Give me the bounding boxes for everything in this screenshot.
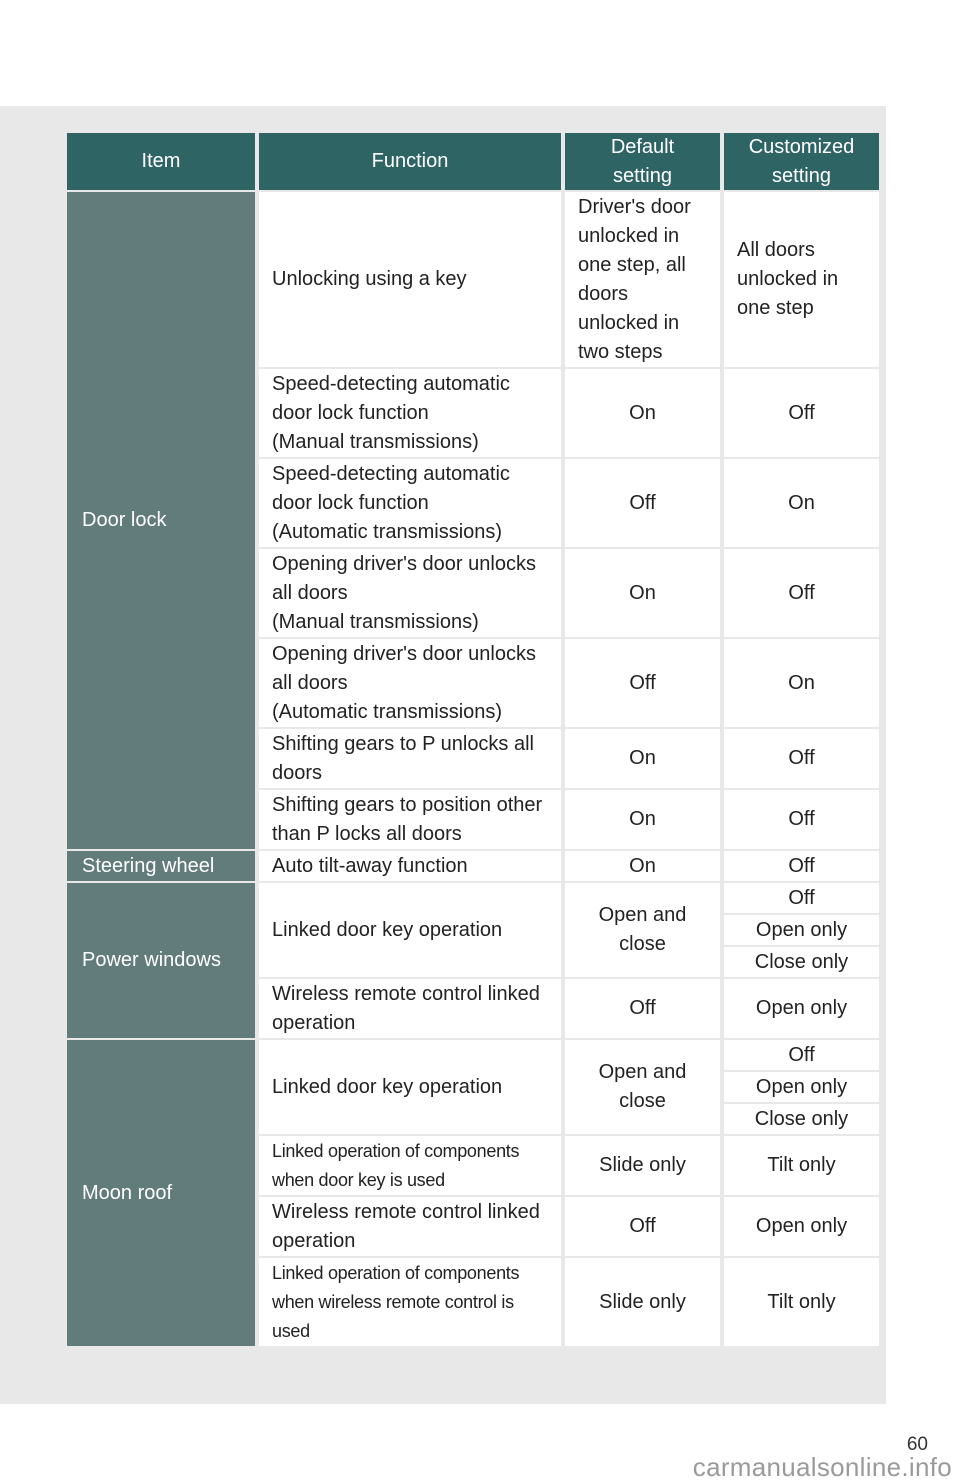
customized-setting-cell: On bbox=[724, 459, 879, 547]
customized-setting-cell: Off bbox=[724, 883, 879, 913]
customized-setting-cell: Tilt only bbox=[724, 1258, 879, 1346]
default-setting-cell: On bbox=[565, 549, 720, 637]
item-door-lock: Door lock bbox=[67, 192, 255, 849]
default-setting-cell: Off bbox=[565, 639, 720, 727]
default-setting-cell: Off bbox=[565, 1197, 720, 1256]
default-setting-cell: Driver's door unlocked in one step, all doors unlocked in two steps bbox=[565, 192, 720, 367]
customized-setting-cell: Close only bbox=[724, 947, 879, 977]
function-cell: Unlocking using a key bbox=[259, 192, 561, 367]
customized-setting-cell: Off bbox=[724, 1040, 879, 1070]
customized-setting-cell: Off bbox=[724, 851, 879, 881]
function-cell: Shifting gears to P unlocks all doors bbox=[259, 729, 561, 788]
customized-setting-cell: Open only bbox=[724, 1197, 879, 1256]
function-cell: Linked operation of components when wireless remote control is used bbox=[259, 1258, 561, 1346]
header-item: Item bbox=[67, 133, 255, 190]
settings-table bbox=[67, 133, 879, 1341]
default-setting-cell: Off bbox=[565, 459, 720, 547]
customized-setting-cell: Off bbox=[724, 729, 879, 788]
default-setting-cell: On bbox=[565, 851, 720, 881]
default-setting-cell: Off bbox=[565, 979, 720, 1038]
customized-setting-cell: All doors unlocked in one step bbox=[724, 192, 879, 367]
default-setting-cell: On bbox=[565, 369, 720, 457]
function-cell: Opening driver's door unlocks all doors (Automatic transmissions) bbox=[259, 639, 561, 727]
customized-setting-cell: Open only bbox=[724, 1072, 879, 1102]
default-setting-cell: On bbox=[565, 790, 720, 849]
function-cell: Speed-detecting automatic door lock function (Manual transmissions) bbox=[259, 369, 561, 457]
function-cell: Linked operation of components when door key is used bbox=[259, 1136, 561, 1195]
item-steering-wheel: Steering wheel bbox=[67, 851, 255, 881]
function-cell: Shifting gears to position other than P locks all doors bbox=[259, 790, 561, 849]
customized-setting-cell: On bbox=[724, 639, 879, 727]
function-cell: Linked door key operation bbox=[259, 1040, 561, 1134]
item-power-windows: Power windows bbox=[67, 883, 255, 1038]
page-number: 60 bbox=[906, 1434, 928, 1455]
function-cell: Linked door key operation bbox=[259, 883, 561, 977]
default-setting-cell: Open and close bbox=[565, 1040, 720, 1134]
function-cell: Wireless remote control linked operation bbox=[259, 979, 561, 1038]
header-customized-setting: Customized setting bbox=[724, 133, 879, 190]
default-setting-cell: On bbox=[565, 729, 720, 788]
item-moon-roof: Moon roof bbox=[67, 1040, 255, 1346]
function-cell: Opening driver's door unlocks all doors (Manual transmissions) bbox=[259, 549, 561, 637]
header-function: Function bbox=[259, 133, 561, 190]
function-cell: Wireless remote control linked operation bbox=[259, 1197, 561, 1256]
function-cell: Auto tilt-away function bbox=[259, 851, 561, 881]
default-setting-cell: Open and close bbox=[565, 883, 720, 977]
customized-setting-cell: Close only bbox=[724, 1104, 879, 1134]
customized-setting-cell: Tilt only bbox=[724, 1136, 879, 1195]
watermark: carmanualsonline.info bbox=[692, 1452, 952, 1482]
customized-setting-cell: Off bbox=[724, 369, 879, 457]
customized-setting-cell: Off bbox=[724, 549, 879, 637]
customized-setting-cell: Off bbox=[724, 790, 879, 849]
default-setting-cell: Slide only bbox=[565, 1258, 720, 1346]
default-setting-cell: Slide only bbox=[565, 1136, 720, 1195]
customized-setting-cell: Open only bbox=[724, 979, 879, 1038]
function-cell: Speed-detecting automatic door lock function (Automatic transmissions) bbox=[259, 459, 561, 547]
header-default-setting: Default setting bbox=[565, 133, 720, 190]
customized-setting-cell: Open only bbox=[724, 915, 879, 945]
